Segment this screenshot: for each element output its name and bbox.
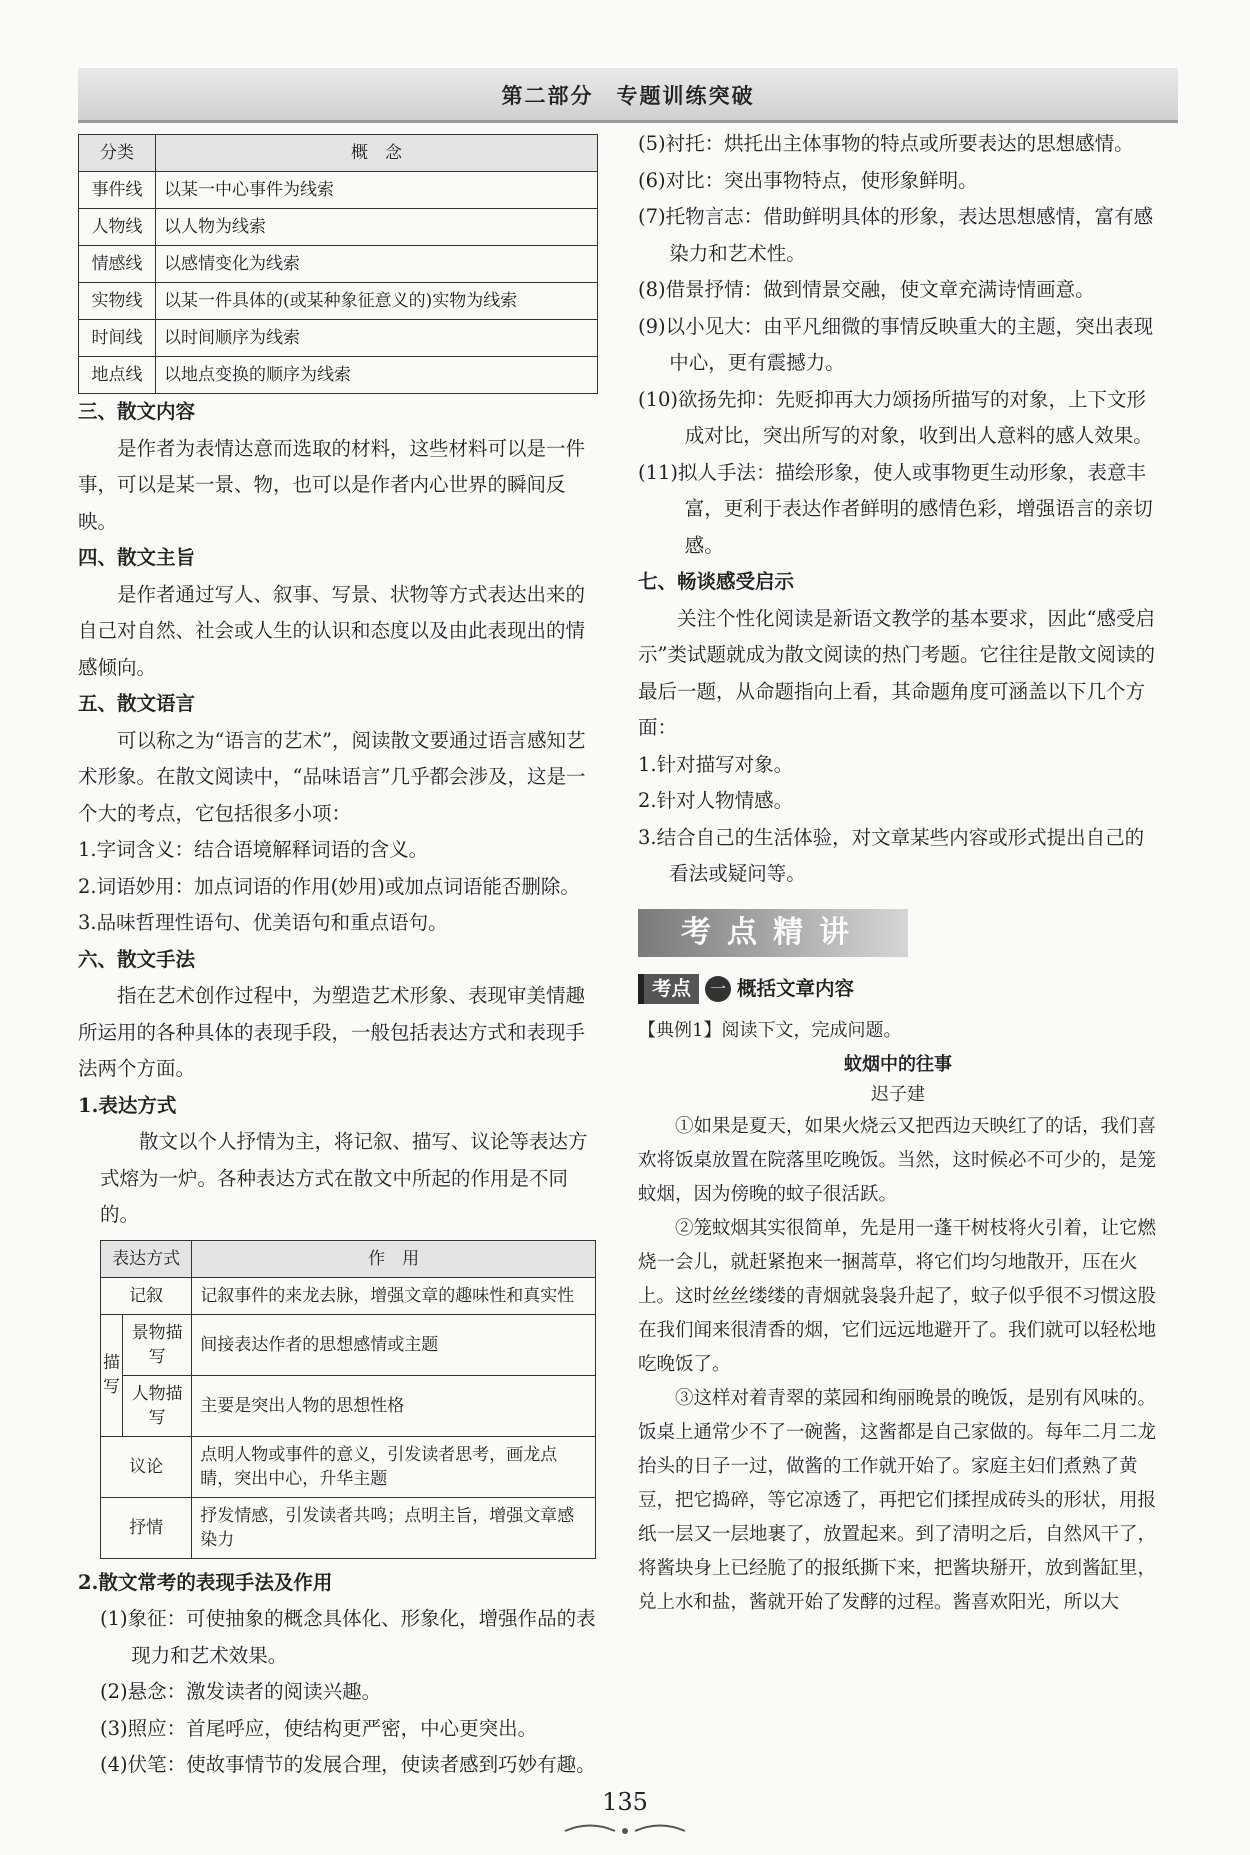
list-item: 1.字词含义：结合语境解释词语的含义。 xyxy=(78,838,429,861)
page-header xyxy=(78,68,1178,123)
paragraph: 是作者为表情达意而选取的材料，这些材料可以是一件事，可以是某一景、物，也可以是作者内心世界的瞬间反映。 xyxy=(78,436,586,533)
key-point-tag: 考点 xyxy=(638,974,699,1004)
table-row: 抒情 抒发情感，引发读者共鸣；点明主旨，增强文章感染力 xyxy=(101,1497,596,1558)
list-item: 1.针对描写对象。 xyxy=(638,752,794,776)
list-item: (1)象征：可使抽象的概念具体化、形象化，增强作品的表现力和艺术效果。 xyxy=(100,1607,596,1667)
table-row: 描写 景物描写 间接表达作者的思想感情或主题 xyxy=(101,1314,596,1375)
clue-table xyxy=(78,134,598,394)
list-item: (10)欲扬先抑：先贬抑再大力颂扬所描写的对象，上下文形成对比，突出所写的对象，收到出人意料的感人效果。 xyxy=(638,387,1153,447)
list-item: (3)照应：首尾呼应，使结构更严密，中心更突出。 xyxy=(100,1716,538,1740)
section-heading: 三、散文内容 xyxy=(78,400,196,423)
table-row: 人物描写 主要是突出人物的思想性格 xyxy=(101,1375,596,1436)
list-item: (2)悬念：激发读者的阅读兴趣。 xyxy=(100,1680,382,1703)
story-paragraph: ②笼蚊烟其实很简单，先是用一蓬干树枝将火引着，让它燃烧一会儿，就赶紧抱来一捆蒿草，将它们均匀地散开，压在火上。这时丝丝缕缕的青烟就袅袅升起了，蚊子似乎很不习惯这股在我们闻来很清香的烟，它们远远地避开了。我们就可以轻松地吃晚饭了。 xyxy=(638,1217,1157,1375)
table-header: 分类 xyxy=(79,135,156,172)
list-item: (4)伏笔：使故事情节的发展合理，使读者感到巧妙有趣。 xyxy=(100,1753,596,1776)
table-row: 实物线 以某一件具体的(或某种象征意义的)实物为线索 xyxy=(79,283,598,320)
story-paragraph: ①如果是夏天，如果火烧云又把西边天映红了的话，我们喜欢将饭桌放置在院落里吃晚饭。当然，这时候必不可少的，是笼蚊烟，因为傍晚的蚊子很活跃。 xyxy=(638,1115,1157,1205)
story-paragraph: ③这样对着青翠的菜园和绚丽晚景的晚饭，是别有风味的。饭桌上通常少不了一碗酱，这酱都是自己家做的。每年二月二龙抬头的日子一过，做酱的工作就开始了。家庭主妇们煮熟了黄豆，把它捣碎，等它凉透了，再把它们揉捏成砖头的形状，用报纸一层又一层地裹了，放置起来。到了清明之后，自然风干了，将酱块身上已经脆了的报纸撕下来，把酱块掰开，放到酱缸里，兑上水和盐，酱就开始了发酵的过程。酱喜欢阳光，所以大 xyxy=(638,1387,1157,1613)
sub-heading: 1.表达方式 xyxy=(78,1093,177,1117)
paragraph: 指在艺术创作过程中，为塑造艺术形象、表现审美情趣所运用的各种具体的表现手段，一般包括表达方式和表现手法两个方面。 xyxy=(78,984,586,1080)
table-row: 议论 点明人物或事件的意义，引发读者思考，画龙点睛，突出中心，升华主题 xyxy=(101,1436,596,1497)
sub-heading: 2.散文常考的表现手法及作用 xyxy=(78,1570,333,1594)
paragraph: 是作者通过写人、叙事、写景、状物等方式表达出来的自己对自然、社会或人生的认识和态度以及由此表现出的情感倾向。 xyxy=(78,582,586,679)
section-heading: 六、散文手法 xyxy=(78,947,196,971)
left-column xyxy=(78,134,598,1784)
story-title: 蚊烟中的往事 xyxy=(844,1053,952,1075)
table-row: 记叙 记叙事件的来龙去脉，增强文章的趣味性和真实性 xyxy=(101,1277,596,1314)
list-item: (11)拟人手法：描绘形象，使人或事物更生动形象，表意丰富，更利于表达作者鲜明的感情色彩，增强语言的亲切感。 xyxy=(638,460,1153,557)
key-point-title: 概括文章内容 xyxy=(737,976,855,1000)
list-item: 2.词语妙用：加点词语的作用(妙用)或加点词语能否删除。 xyxy=(78,874,580,898)
list-item: (8)借景抒情：做到情景交融，使文章充满诗情画意。 xyxy=(638,278,1095,301)
table-row: 情感线 以感情变化为线索 xyxy=(79,246,598,283)
list-item: (7)托物言志：借助鲜明具体的形象，表达思想感情，富有感染力和艺术性。 xyxy=(638,205,1154,265)
section-heading: 五、散文语言 xyxy=(78,692,196,715)
section-heading: 四、散文主旨 xyxy=(78,546,196,569)
list-item: 2.针对人物情感。 xyxy=(638,789,794,812)
paragraph: 可以称之为“语言的艺术”，阅读散文要通过语言感知艺术形象。在散文阅读中，“品味语言”几乎都会涉及，这是一个大的考点，它包括很多小项： xyxy=(78,728,586,825)
list-item: 3.品味哲理性语句、优美语句和重点语句。 xyxy=(78,911,448,934)
page-number: 135 xyxy=(602,1788,648,1816)
expression-table xyxy=(100,1240,596,1559)
ornament-icon xyxy=(560,1822,690,1840)
list-item: (5)衬托：烘托出主体事物的特点或所要表达的思想感情。 xyxy=(638,132,1134,155)
table-row: 事件线 以某一中心事件为线索 xyxy=(79,172,598,209)
table-header: 作 用 xyxy=(192,1240,596,1277)
section-heading: 七、畅谈感受启示 xyxy=(638,570,795,593)
key-point-number: 一 xyxy=(705,976,731,1002)
list-item: (9)以小见大：由平凡细微的事情反映重大的主题，突出表现中心，更有震撼力。 xyxy=(638,314,1154,374)
table-row: 人物线 以人物为线索 xyxy=(79,209,598,246)
table-header: 概 念 xyxy=(156,135,598,172)
table-header: 表达方式 xyxy=(101,1240,192,1277)
header-title: 第二部分 专题训练突破 xyxy=(501,83,755,108)
example-label: 【典例1】阅读下文，完成问题。 xyxy=(638,1020,902,1041)
section-banner: 考点精讲 xyxy=(638,909,908,957)
key-point-label xyxy=(638,971,1158,1008)
right-column xyxy=(638,126,1158,1620)
table-row: 地点线 以地点变换的顺序为线索 xyxy=(79,357,598,394)
story-author: 迟子建 xyxy=(871,1083,925,1105)
paragraph: 关注个性化阅读是新语文教学的基本要求，因此“感受启示”类试题就成为散文阅读的热门考题。它往往是散文阅读的最后一题，从命题指向上看，其命题角度可涵盖以下几个方面： xyxy=(638,606,1155,739)
list-item: 3.结合自己的生活体验，对文章某些内容或形式提出自己的看法或疑问等。 xyxy=(638,825,1145,885)
table-row: 时间线 以时间顺序为线索 xyxy=(79,320,598,357)
paragraph: 散文以个人抒情为主，将记叙、描写、议论等表达方式熔为一炉。各种表达方式在散文中所起的作用是不同的。 xyxy=(100,1130,588,1226)
list-item: (6)对比：突出事物特点，使形象鲜明。 xyxy=(638,168,978,192)
